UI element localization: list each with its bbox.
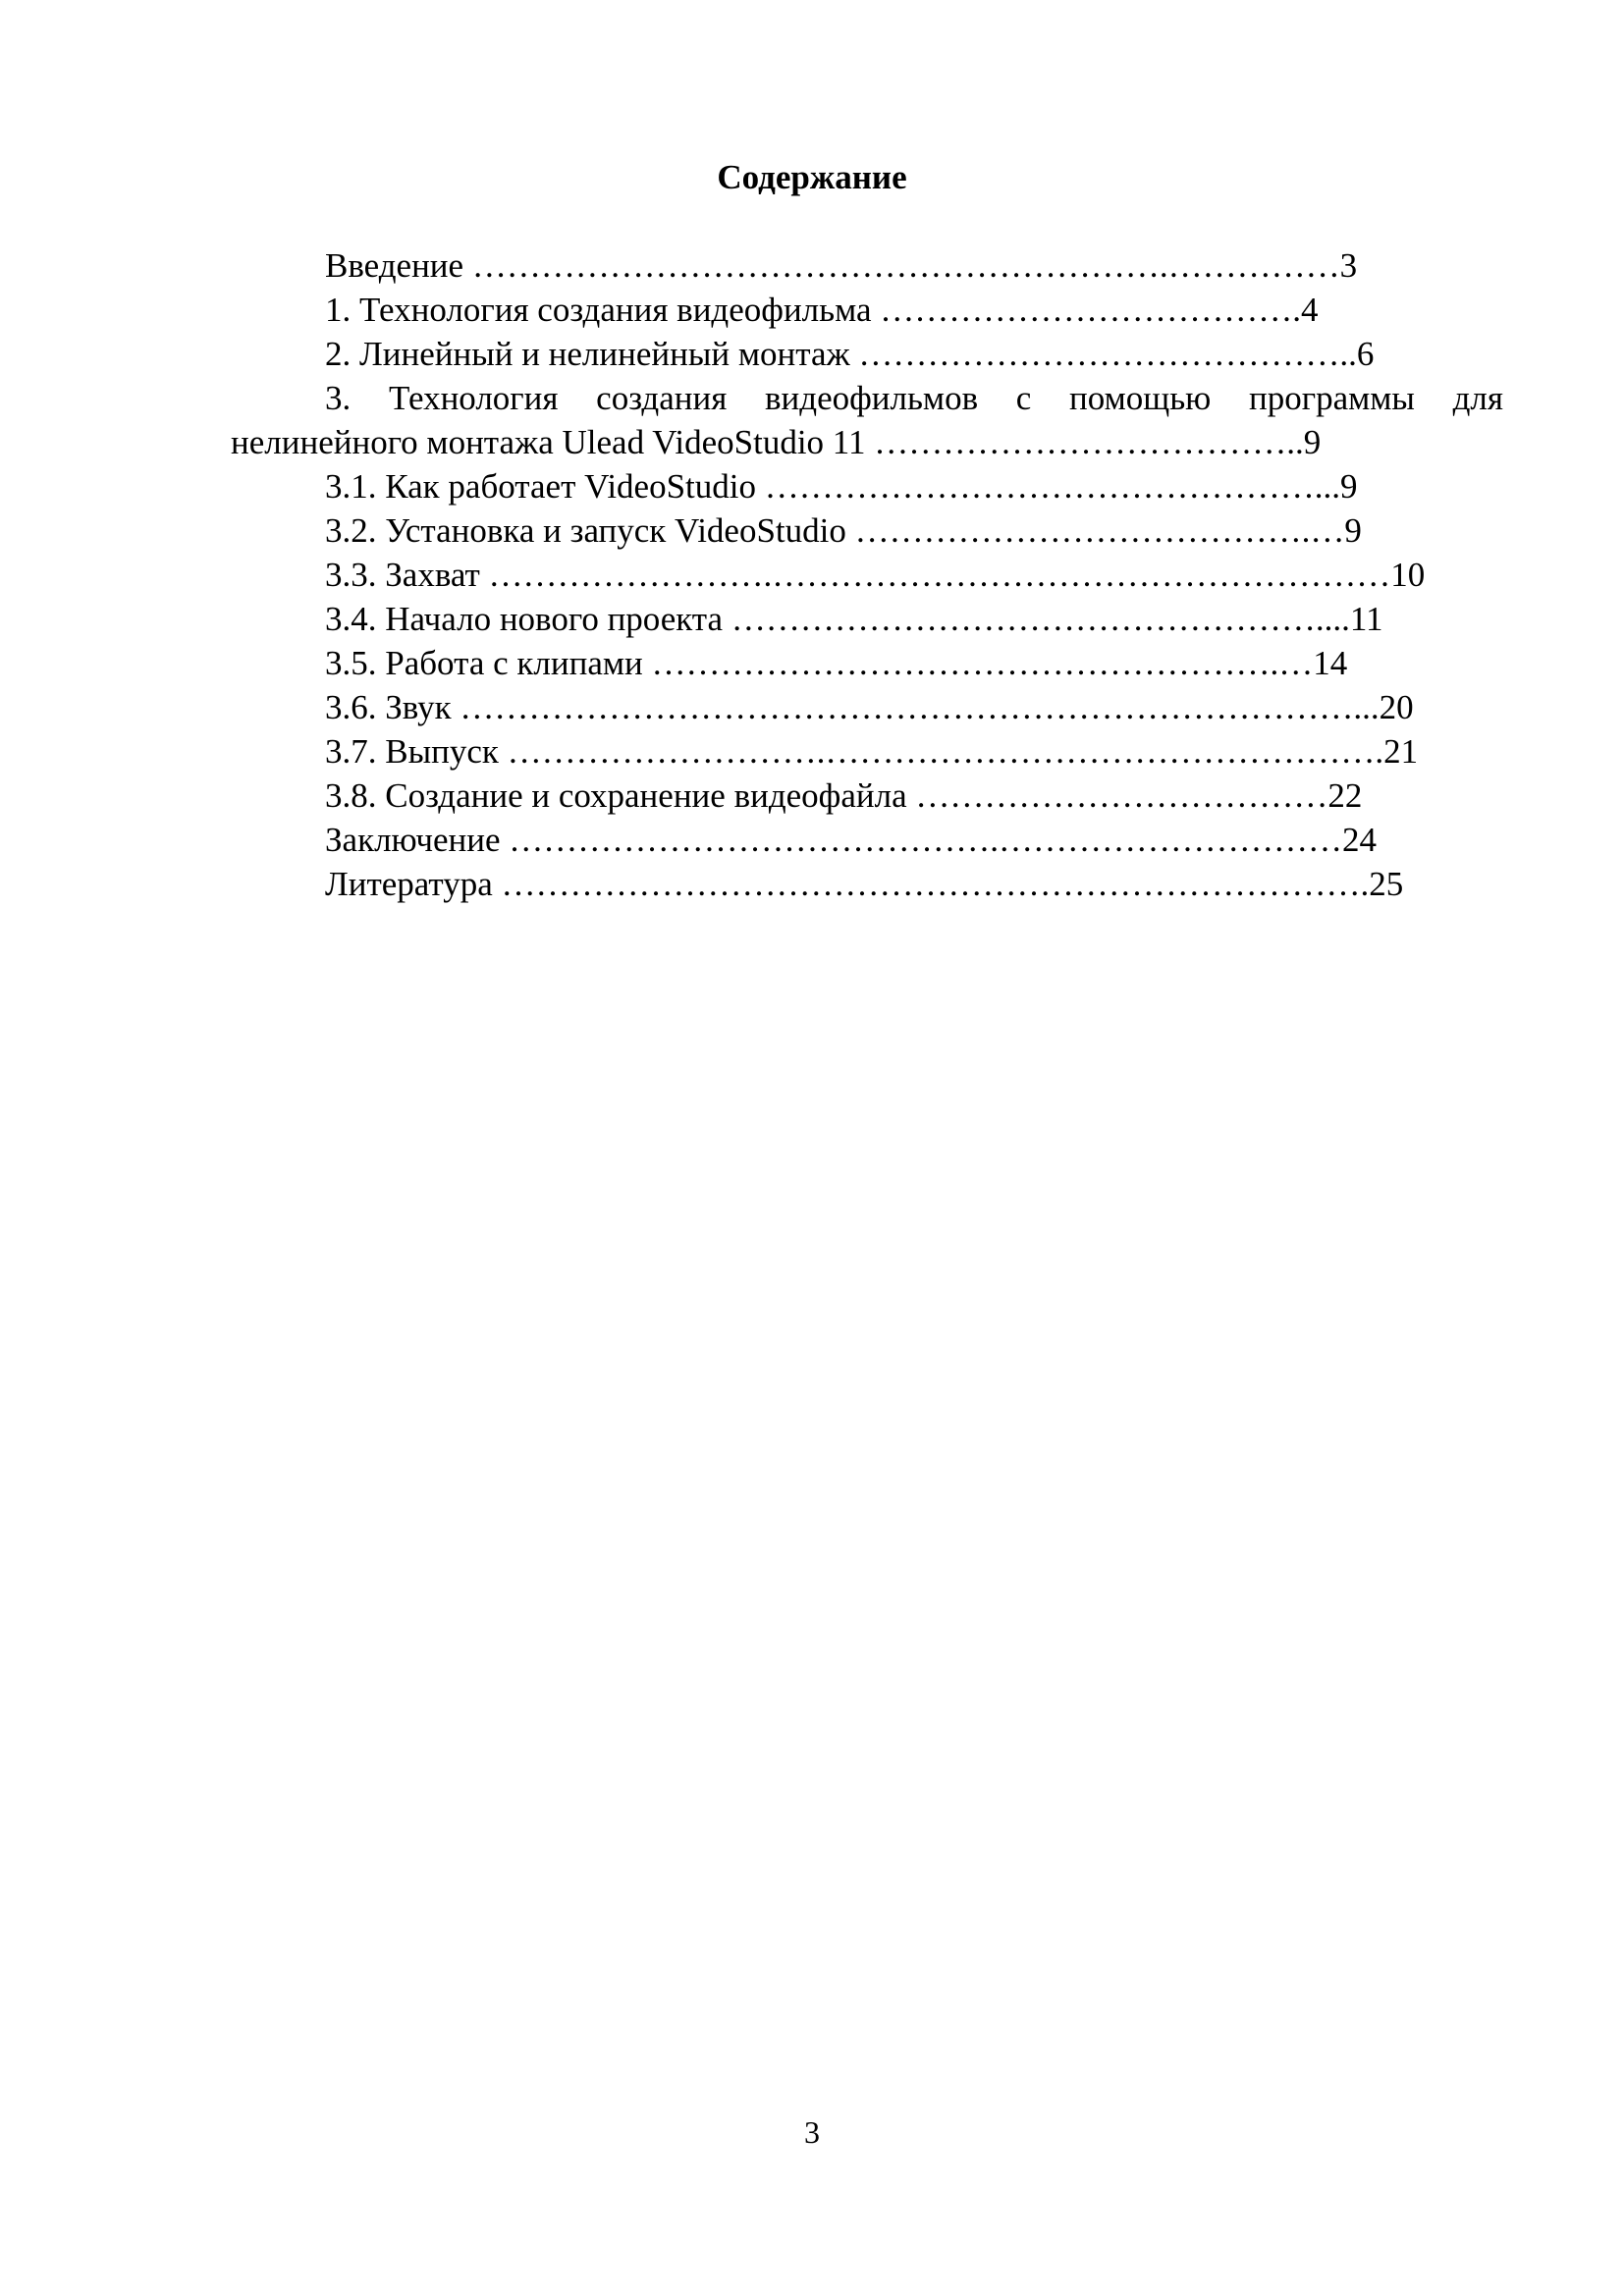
toc-entry-3-6: 3.6. Звук ……………………………………………………………………...20 xyxy=(325,688,1414,726)
toc-entry-3-1: 3.1. Как работает VideoStudio …………………………………………...9 xyxy=(325,467,1358,506)
toc-entry-3-line-2: нелинейного монтажа Ulead VideoStudio 11 ………………………………..9 xyxy=(231,423,1322,461)
page-number: 3 xyxy=(804,2114,820,2150)
toc-entry-3-8: 3.8. Создание и сохранение видеофайла ………………………………22 xyxy=(325,776,1363,815)
toc-entry-3-3: 3.3. Захват …………………….………………………………………………10 xyxy=(325,556,1426,594)
toc-entry-3-5: 3.5. Работа с клипами ……………………………………………….…14 xyxy=(325,644,1348,682)
toc-entry-3-7: 3.7. Выпуск ……………………….………………………………………….21 xyxy=(325,732,1419,771)
table-of-contents xyxy=(0,243,1624,931)
toc-entry-conclusion: Заключение …………………………………….…………………………24 xyxy=(325,821,1377,859)
toc-entry-intro: Введение …………………………………………………….……………3 xyxy=(325,246,1358,285)
toc-entry-1: 1. Технология создания видеофильма ……………………………….4 xyxy=(325,291,1319,329)
page-title: Содержание xyxy=(717,158,907,196)
toc-entry-3-2: 3.2. Установка и запуск VideoStudio ………………………………….…9 xyxy=(325,511,1362,550)
toc-entry-3-line-1: 3. Технология создания видеофильмов с помощью программы для xyxy=(325,379,1503,417)
toc-entry-2: 2. Линейный и нелинейный монтаж ……………………………………..6 xyxy=(325,335,1375,373)
toc-entry-3-4: 3.4. Начало нового проекта ……………………………………………....11 xyxy=(325,600,1383,638)
toc-entry-literature: Литература ………………………………………………………………….25 xyxy=(325,865,1404,903)
